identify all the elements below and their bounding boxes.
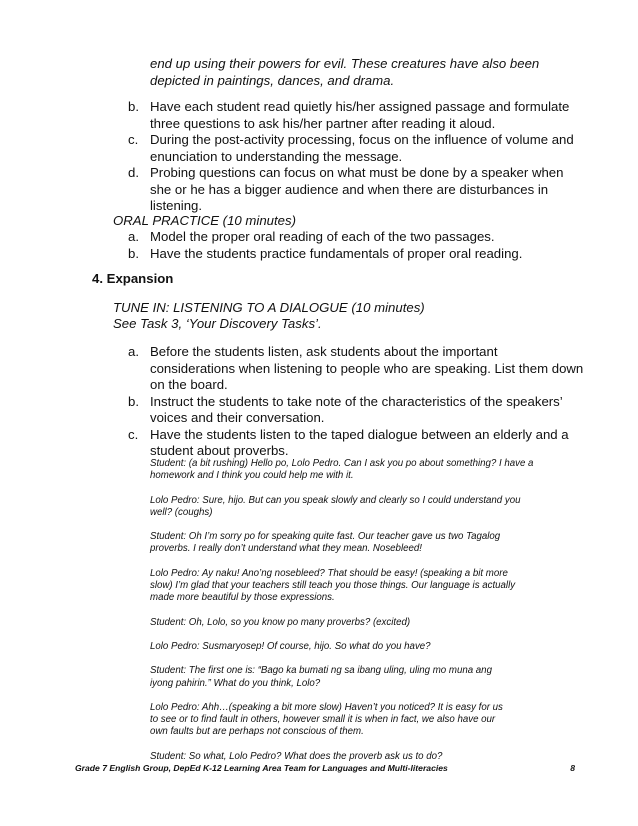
dialogue-line: homework and I think you could help me with it. <box>150 470 354 482</box>
list-marker: a. <box>128 229 139 244</box>
list-line: on the board. <box>150 377 228 392</box>
list-line: student about proverbs. <box>150 443 289 458</box>
dialogue-line: Lolo Pedro: Sure, hijo. But can you speak slowly and clearly so I could understand you <box>150 494 521 506</box>
list-item <box>128 132 588 165</box>
dialogue-line: proverbs. I really don’t understand what they mean. Nosebleed! <box>150 543 422 555</box>
dialogue-line: Student: The first one is: “Bago ka bumati ng sa ibang uling, uling mo muna ang <box>150 665 492 677</box>
list-line: she or he has a bigger audience and when there are disturbances in <box>150 181 549 197</box>
list-item <box>128 427 588 460</box>
dialogue-turn <box>150 458 570 483</box>
list-item <box>128 99 588 132</box>
dialogue-turn <box>150 641 570 653</box>
list-marker: b. <box>128 393 139 409</box>
dialogue-turn <box>150 702 570 739</box>
page-number: 8 <box>570 763 575 773</box>
dialogue-turn <box>150 751 570 763</box>
activity-list <box>128 99 588 215</box>
dialogue-line: slow) I’m glad that your teachers still teach you those things. Our language is actually <box>150 580 516 592</box>
dialogue-turn <box>150 568 570 605</box>
dialogue-line: Lolo Pedro: Susmaryosep! Of course, hijo. So what do you have? <box>150 640 431 652</box>
dialogue-line: made more beautiful by those expressions. <box>150 592 335 604</box>
list-item <box>128 165 588 215</box>
list-marker: d. <box>128 165 139 180</box>
list-item <box>128 229 588 246</box>
list-line: Model the proper oral reading of each of the two passages. <box>150 229 495 244</box>
intro-paragraph <box>150 56 570 89</box>
list-line: considerations when listening to people who are speaking. List them down <box>150 360 584 376</box>
list-line: voices and their conversation. <box>150 410 325 425</box>
list-line: Before the students listen, ask students about the important <box>150 344 498 359</box>
list-item <box>128 344 588 394</box>
dialogue-turn <box>150 665 570 690</box>
tune-in-heading: TUNE IN: LISTENING TO A DIALOGUE (10 minutes) <box>113 300 425 315</box>
list-line: During the post-activity processing, focus on the influence of volume and <box>150 132 574 147</box>
list-marker: b. <box>128 99 139 114</box>
list-marker: b. <box>128 245 139 261</box>
list-line: Have each student read quietly his/her assigned passage and formulate <box>150 99 570 114</box>
dialogue-line: Student: Oh I’m sorry po for speaking quite fast. Our teacher gave us two Tagalog <box>150 531 501 543</box>
dialogue-line: to see or to find fault in others, however small it is when in fact, we also have our <box>150 714 496 726</box>
dialogue-line: Student: Oh, Lolo, so you know po many proverbs? (excited) <box>150 616 411 628</box>
dialogue-turn <box>150 495 570 520</box>
dialogue-line: Student: So what, Lolo Pedro? What does the proverb ask us to do? <box>150 750 443 762</box>
list-line: Have the students listen to the taped dialogue between an elderly and a <box>150 426 569 442</box>
dialogue-line: well? (coughs) <box>150 506 213 518</box>
dialogue-line: Lolo Pedro: Ay naku! Ano’ng nosebleed? That should be easy! (speaking a bit more <box>150 567 508 579</box>
dialogue-line: Lolo Pedro: Ahh…(speaking a bit more slow) Haven’t you noticed? It is easy for us <box>150 701 503 713</box>
dialogue-line: Student: (a bit rushing) Hello po, Lolo Pedro. Can I ask you po about something? I have a <box>150 458 534 469</box>
oral-practice-list <box>128 229 588 262</box>
task-reference: See Task 3, ‘Your Discovery Tasks’. <box>113 316 322 331</box>
list-line: Have the students practice fundamentals of proper oral reading. <box>150 245 523 261</box>
list-line: Probing questions can focus on what must be done by a speaker when <box>150 165 564 180</box>
intro-line: end up using their powers for evil. These creatures have also been <box>150 56 540 71</box>
list-line: Instruct the students to take note of the characteristics of the speakers’ <box>150 393 563 409</box>
list-item <box>128 394 588 427</box>
dialogue-line: own faults but are perhaps not conscious of them. <box>150 726 364 738</box>
list-item <box>128 246 588 263</box>
list-line: enunciation to understanding the message. <box>150 148 403 164</box>
dialogue-transcript <box>150 458 570 775</box>
list-marker: a. <box>128 344 139 359</box>
dialogue-turn <box>150 617 570 629</box>
list-marker: c. <box>128 132 139 147</box>
dialogue-turn <box>150 531 570 556</box>
oral-practice-heading: ORAL PRACTICE (10 minutes) <box>113 213 296 228</box>
list-marker: c. <box>128 426 139 442</box>
page-footer <box>75 763 575 773</box>
section-heading: 4. Expansion <box>92 271 174 286</box>
list-line: listening. <box>150 198 203 213</box>
footer-text: Grade 7 English Group, DepEd K-12 Learning Area Team for Languages and Multi-literacies <box>75 763 448 773</box>
list-line: three questions to ask his/her partner after reading it aloud. <box>150 115 496 131</box>
intro-line: depicted in paintings, dances, and drama. <box>150 72 395 88</box>
dialogue-line: iyong pahirin.” What do you think, Lolo? <box>150 677 321 689</box>
tune-in-list <box>128 344 588 460</box>
